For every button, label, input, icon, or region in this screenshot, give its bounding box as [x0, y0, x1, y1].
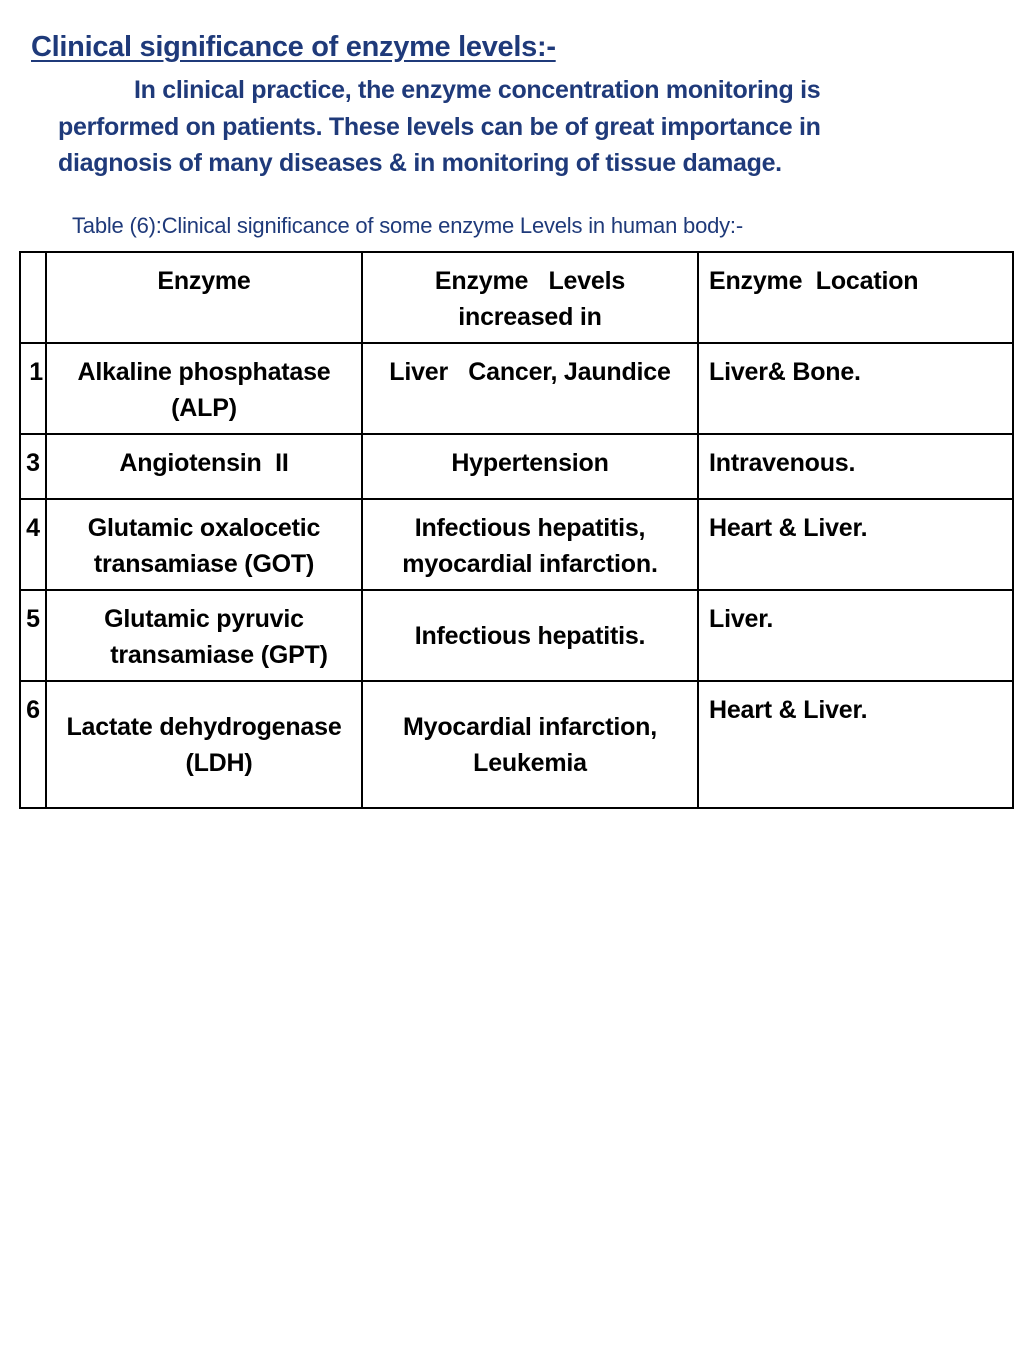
enzyme-line-1: Glutamic pyruvic — [104, 605, 304, 633]
header-num-cell — [20, 252, 46, 343]
row-location: Heart & Liver. — [698, 499, 1013, 590]
enzyme-line-2: transamiase (GOT) — [93, 550, 315, 578]
table-row — [20, 499, 1013, 590]
increased-line-1: Infectious hepatitis, — [414, 514, 646, 542]
intro-line-2: performed on patients. These levels can be of great importance in — [58, 112, 821, 141]
row-location: Intravenous. — [698, 434, 1013, 499]
row-increased-in — [362, 434, 698, 499]
enzyme-line-1: Angiotensin II — [119, 449, 289, 477]
header-enzyme: Enzyme — [46, 252, 362, 343]
row-enzyme — [46, 681, 362, 808]
row-number: 5 — [20, 590, 46, 681]
row-enzyme — [46, 590, 362, 681]
row-increased-in — [362, 590, 698, 681]
intro-paragraph — [58, 72, 918, 182]
row-number: 6 — [20, 681, 46, 808]
enzyme-line-1: Lactate dehydrogenase — [66, 712, 342, 741]
row-enzyme — [46, 499, 362, 590]
enzyme-line-1: Alkaline phosphatase — [77, 358, 331, 386]
row-location: Heart & Liver. — [698, 681, 1013, 808]
table-caption: Table (6):Clinical significance of some enzyme Levels in human body:- — [72, 213, 743, 238]
row-number: 1 — [20, 343, 46, 434]
table-row — [20, 590, 1013, 681]
header-increased-in — [362, 252, 698, 343]
page-title: Clinical significance of enzyme levels:- — [31, 31, 556, 63]
increased-line-1: Myocardial infarction, — [403, 712, 657, 741]
row-enzyme — [46, 434, 362, 499]
row-increased-in — [362, 499, 698, 590]
table-row — [20, 343, 1013, 434]
row-number: 4 — [20, 499, 46, 590]
row-increased-in — [362, 343, 698, 434]
header-increased-line-2: increased in — [458, 303, 602, 331]
row-location: Liver& Bone. — [698, 343, 1013, 434]
increased-line-2: Leukemia — [473, 748, 587, 777]
enzyme-table — [19, 251, 1014, 809]
enzyme-line-2: (LDH) — [185, 748, 253, 777]
row-increased-in — [362, 681, 698, 808]
table-row — [20, 434, 1013, 499]
increased-line-1: Infectious hepatitis. — [414, 621, 646, 650]
enzyme-line-1: Glutamic oxalocetic — [87, 514, 321, 542]
enzyme-line-2: (ALP) — [171, 394, 237, 422]
enzyme-line-2: transamiase (GPT) — [110, 641, 328, 669]
row-location: Liver. — [698, 590, 1013, 681]
row-number: 3 — [20, 434, 46, 499]
intro-line-1: In clinical practice, the enzyme concentration monitoring is — [134, 76, 821, 104]
table-header-row — [20, 252, 1013, 343]
increased-line-2: myocardial infarction. — [402, 550, 658, 578]
row-enzyme — [46, 343, 362, 434]
table-row — [20, 681, 1013, 808]
increased-line-1: Hypertension — [451, 449, 609, 477]
intro-line-3: diagnosis of many diseases & in monitoring of tissue damage. — [58, 149, 782, 177]
header-location: Enzyme Location — [698, 252, 1013, 343]
header-increased-line-1: Enzyme Levels — [434, 267, 626, 295]
increased-line-1: Liver Cancer, Jaundice — [389, 358, 671, 386]
